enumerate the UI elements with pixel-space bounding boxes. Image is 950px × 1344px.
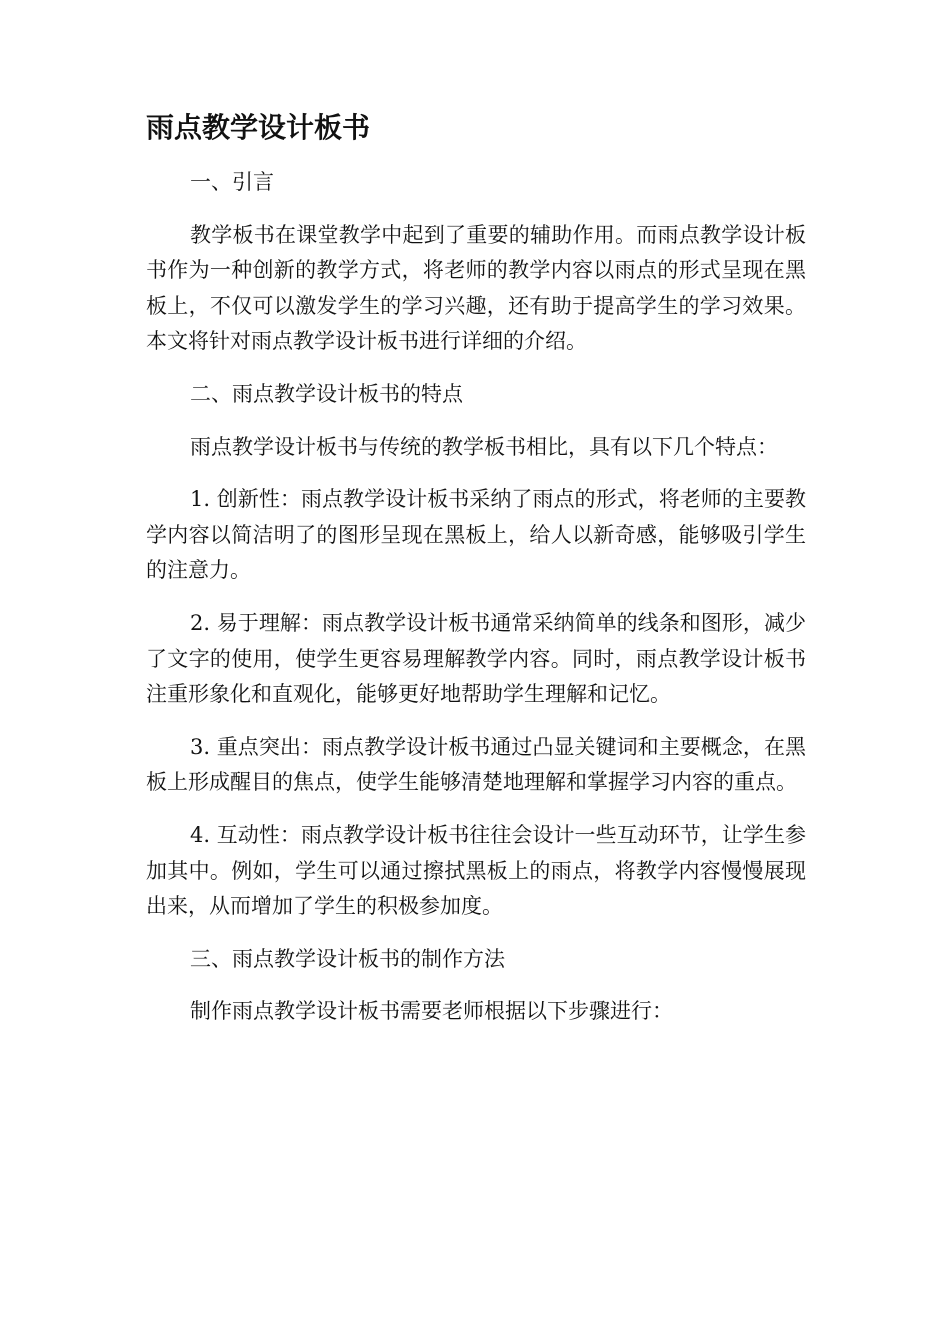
section-heading-introduction: 一、引言 <box>190 170 274 194</box>
list-item-interactivity: 4. 互动性：雨点教学设计板书往往会设计一些互动环节，让学生参加其中。例如，学生可以通过擦拭黑板上的雨点，将教学内容慢慢展现出来，从而增加了学生的积极参加度。 <box>146 822 806 919</box>
paragraph-methods-intro: 制作雨点教学设计板书需要老师根据以下步骤进行： <box>190 999 673 1024</box>
list-item-easy-to-understand: 2. 易于理解：雨点教学设计板书通常采纳简单的线条和图形，减少了文字的使用，使学生更容易理解教学内容。同时，雨点教学设计板书注重形象化和直观化，能够更好地帮助学生理解和记忆。 <box>146 610 806 707</box>
section-heading-methods: 三、雨点教学设计板书的制作方法 <box>190 946 505 971</box>
document-body <box>146 108 806 1047</box>
list-item-key-points: 3. 重点突出：雨点教学设计板书通过凸显关键词和主要概念，在黑板上形成醒目的焦点，使学生能够清楚地理解和掌握学习内容的重点。 <box>146 734 806 795</box>
section-heading-features: 二、雨点教学设计板书的特点 <box>190 381 463 406</box>
list-item-innovation: 1. 创新性：雨点教学设计板书采纳了雨点的形式，将老师的主要教学内容以简洁明了的图形呈现在黑板上，给人以新奇感，能够吸引学生的注意力。 <box>146 487 806 583</box>
paragraph-features-intro: 雨点教学设计板书与传统的教学板书相比，具有以下几个特点： <box>190 434 778 459</box>
paragraph-introduction: 教学板书在课堂教学中起到了重要的辅助作用。而雨点教学设计板书作为一种创新的教学方式，将老师的教学内容以雨点的形式呈现在黑板上，不仅可以激发学生的学习兴趣，还有助于提高学生的学习效果。本文将针对雨点教学设计板书进行详细的介绍。 <box>146 222 806 354</box>
document-title: 雨点教学设计板书 <box>146 111 371 144</box>
